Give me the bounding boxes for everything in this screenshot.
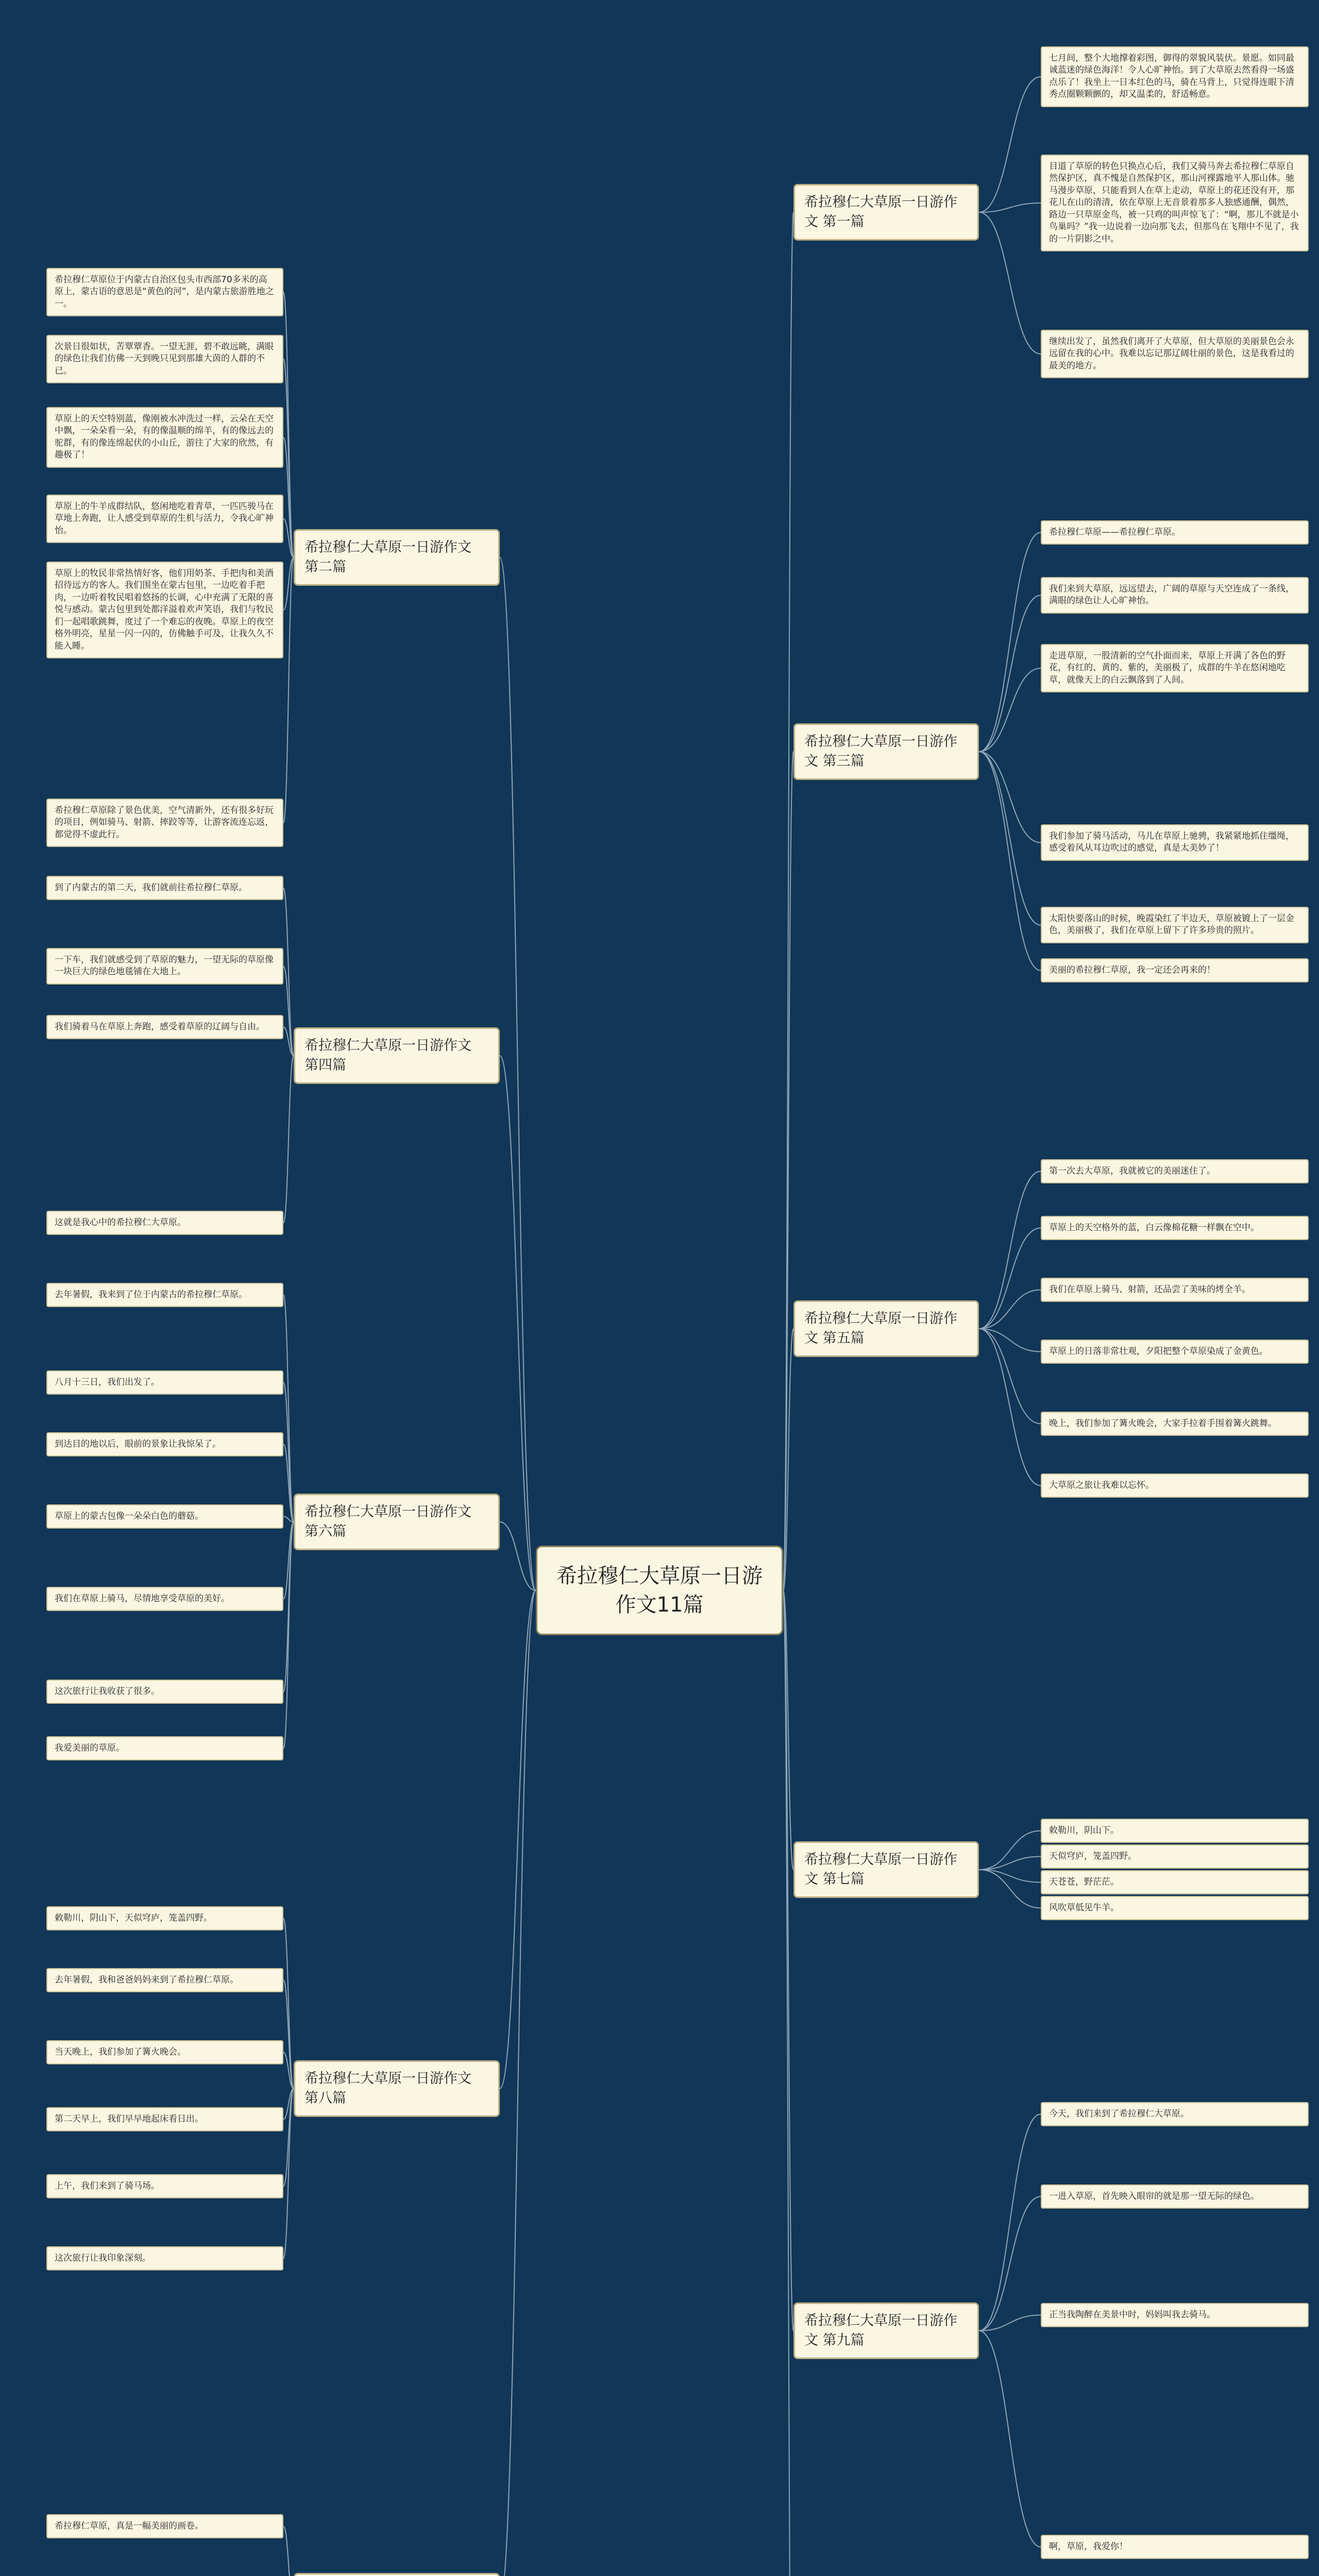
leaf-note[interactable] bbox=[1041, 1844, 1309, 1869]
leaf-note-text: 希拉穆仁草原除了景色优美，空气清新外，还有很多好玩的项目，例如骑马、射箭、摔跤等等，让游客流连忘返，都觉得不虚此行。 bbox=[55, 805, 274, 840]
branch-topic[interactable] bbox=[294, 2573, 500, 2576]
branch-connector bbox=[500, 1590, 536, 2576]
leaf-note-text: 我们来到大草原，远远望去，广阔的草原与天空连成了一条线，满眼的绿色让人心旷神怡。 bbox=[1049, 584, 1294, 606]
leaf-note[interactable] bbox=[1041, 1473, 1309, 1498]
central-topic[interactable] bbox=[536, 1546, 783, 1635]
leaf-connector bbox=[283, 1919, 294, 2089]
leaf-note[interactable] bbox=[1041, 46, 1309, 107]
branch-topic-label: 希拉穆仁大草原一日游作文 第九篇 bbox=[804, 2313, 957, 2348]
branch-topic-label: 希拉穆仁大草原一日游作文 第七篇 bbox=[804, 1852, 957, 1887]
leaf-note-text: 走进草原，一股清新的空气扑面而来，草原上开满了各色的野花，有红的、黄的、紫的，美丽极了，成群的牛羊在悠闲地吃草，就像天上的白云飘落到了人间。 bbox=[1049, 651, 1286, 685]
leaf-note-text: 晚上，我们参加了篝火晚会，大家手拉着手围着篝火跳舞。 bbox=[1049, 1418, 1277, 1429]
leaf-connector bbox=[979, 1329, 1041, 1486]
leaf-note-text: 草原上的天空特别蓝，像刚被水冲洗过一样，云朵在天空中飘，一朵朵看一朵，有的像温顺的绵羊，有的像远去的驼群，有的像连绵起伏的小山丘，游往了大家的欣然，有趣极了！ bbox=[55, 414, 274, 461]
leaf-connector bbox=[979, 752, 1041, 843]
branch-topic[interactable] bbox=[294, 1494, 500, 1550]
leaf-note-text: 希拉穆仁草原，真是一幅美丽的画卷。 bbox=[55, 2521, 204, 2531]
leaf-note-text: 啊，草原，我爱你！ bbox=[1049, 2541, 1128, 2552]
leaf-connector bbox=[283, 292, 294, 557]
leaf-note[interactable] bbox=[46, 2514, 283, 2538]
branch-topic[interactable] bbox=[294, 2060, 500, 2117]
leaf-note[interactable] bbox=[46, 2107, 283, 2131]
leaf-note-text: 草原上的蒙古包像一朵朵白色的蘑菇。 bbox=[55, 1511, 204, 1521]
branch-topic[interactable] bbox=[294, 1027, 500, 1084]
leaf-note[interactable] bbox=[1041, 577, 1309, 614]
leaf-connector bbox=[979, 1857, 1041, 1870]
leaf-note-text: 次景日很如状，苦覃覃香。一望无涯，碧不敢远眺，满眼的绿色让我们仿佛一天到晚只见到那雄大茵的人群的不已。 bbox=[55, 342, 274, 376]
leaf-note-text: 继续出发了，虽然我们离开了大草原，但大草原的美丽景色会永远留在我的心中。我难以忘记那辽阔壮丽的景色，这是我看过的最美的地方。 bbox=[1049, 336, 1294, 371]
leaf-connector bbox=[979, 2331, 1041, 2547]
leaf-note-text: 草原上的牛羊成群结队，悠闲地吃着青草，一匹匹骏马在草地上奔跑，让人感受到草原的生机与活力，令我心旷神怡。 bbox=[55, 501, 274, 536]
leaf-note[interactable] bbox=[46, 2246, 283, 2270]
leaf-connector bbox=[979, 1172, 1041, 1329]
leaf-note-text: 一下车，我们就感受到了草原的魅力，一望无际的草原像一块巨大的绿色地毯铺在大地上。 bbox=[55, 955, 274, 977]
branch-topic[interactable] bbox=[793, 723, 979, 780]
leaf-note[interactable] bbox=[46, 799, 283, 847]
leaf-note[interactable] bbox=[46, 876, 283, 900]
branch-topic[interactable] bbox=[793, 184, 979, 241]
leaf-note-text: 草原上的天空格外的蓝，白云像棉花糖一样飘在空中。 bbox=[1049, 1223, 1259, 1233]
leaf-note[interactable] bbox=[1041, 2184, 1309, 2209]
leaf-connector bbox=[979, 533, 1041, 752]
leaf-note-text: 我们参加了骑马活动，马儿在草原上驰骋，我紧紧地抓住缰绳，感受着风从耳边吹过的感觉，真是太美妙了！ bbox=[1049, 831, 1294, 854]
leaf-note-text: 正当我陶醉在美景中时，妈妈叫我去骑马。 bbox=[1049, 2310, 1215, 2320]
leaf-note-text: 去年暑假，我和爸爸妈妈来到了希拉穆仁草原。 bbox=[55, 1975, 239, 1985]
leaf-note-text: 当天晚上，我们参加了篝火晚会。 bbox=[55, 2047, 186, 2057]
leaf-note-text: 到达目的地以后，眼前的景象让我惊呆了。 bbox=[55, 1439, 221, 1449]
leaf-note[interactable] bbox=[46, 1015, 283, 1039]
leaf-connector bbox=[283, 359, 294, 557]
leaf-connector bbox=[979, 212, 1041, 354]
leaf-note[interactable] bbox=[46, 495, 283, 543]
leaf-note[interactable] bbox=[1041, 1340, 1309, 1364]
leaf-note[interactable] bbox=[46, 1211, 283, 1235]
leaf-note[interactable] bbox=[1041, 824, 1309, 861]
leaf-note-text: 敕勒川，阴山下，天似穹庐，笼盖四野。 bbox=[55, 1913, 212, 1923]
branch-topic-label: 希拉穆仁大草原一日游作文 第三篇 bbox=[804, 734, 957, 769]
leaf-note[interactable] bbox=[46, 1736, 283, 1760]
branch-topic-label: 希拉穆仁大草原一日游作文 第四篇 bbox=[305, 1038, 471, 1073]
leaf-note[interactable] bbox=[46, 948, 283, 985]
leaf-connector bbox=[979, 752, 1041, 971]
leaf-note-text: 我们骑着马在草原上奔跑，感受着草原的辽阔与自由。 bbox=[55, 1022, 265, 1032]
leaf-note[interactable] bbox=[1041, 1216, 1309, 1240]
branch-topic-label: 希拉穆仁大草原一日游作文 第八篇 bbox=[305, 2071, 471, 2106]
leaf-note[interactable] bbox=[1041, 155, 1309, 251]
leaf-connector bbox=[979, 2197, 1041, 2331]
leaf-note-text: 天似穹庐，笼盖四野。 bbox=[1049, 1851, 1137, 1861]
leaf-note-text: 这就是我心中的希拉穆仁大草原。 bbox=[55, 1217, 186, 1228]
leaf-note[interactable] bbox=[1041, 330, 1309, 378]
leaf-note-text: 到了内蒙古的第二天，我们就前往希拉穆仁草原。 bbox=[55, 883, 247, 893]
leaf-connector bbox=[979, 752, 1041, 925]
branch-connector bbox=[783, 212, 793, 1590]
leaf-note-text: 这次旅行让我收获了很多。 bbox=[55, 1686, 160, 1697]
leaf-note[interactable] bbox=[46, 2040, 283, 2064]
leaf-connector bbox=[979, 668, 1041, 752]
leaf-connector bbox=[283, 2527, 294, 2576]
leaf-note-text: 第一次去大草原，我就被它的美丽迷住了。 bbox=[1049, 1166, 1215, 1176]
leaf-note-text: 今天，我们来到了希拉穆仁大草原。 bbox=[1049, 2109, 1189, 2119]
leaf-note[interactable] bbox=[1041, 1896, 1309, 1920]
leaf-note-text: 我爱美丽的草原。 bbox=[55, 1743, 125, 1753]
leaf-note[interactable] bbox=[46, 407, 283, 468]
leaf-note[interactable] bbox=[1041, 1278, 1309, 1302]
leaf-note[interactable] bbox=[1041, 644, 1309, 692]
leaf-note-text: 草原上的日落非常壮观，夕阳把整个草原染成了金黄色。 bbox=[1049, 1346, 1268, 1357]
leaf-note-text: 希拉穆仁草原——希拉穆仁草原。 bbox=[1049, 527, 1180, 537]
branch-topic-label: 希拉穆仁大草原一日游作文 第一篇 bbox=[804, 194, 957, 230]
branch-topic-label: 希拉穆仁大草原一日游作文 第五篇 bbox=[804, 1311, 957, 1346]
leaf-note[interactable] bbox=[1041, 1819, 1309, 1843]
branch-topic[interactable] bbox=[793, 2302, 979, 2359]
leaf-note[interactable] bbox=[1041, 1159, 1309, 1183]
leaf-note[interactable] bbox=[46, 268, 283, 316]
leaf-note[interactable] bbox=[1041, 2102, 1309, 2126]
leaf-note[interactable] bbox=[1041, 520, 1309, 545]
leaf-note-text: 这次旅行让我印象深刻。 bbox=[55, 2253, 151, 2263]
leaf-note-text: 我们在草原上骑马、射箭，还品尝了美味的烤全羊。 bbox=[1049, 1284, 1250, 1295]
leaf-connector bbox=[979, 77, 1041, 212]
leaf-note-text: 天苍苍，野茫茫。 bbox=[1049, 1877, 1119, 1887]
leaf-connector bbox=[283, 2089, 294, 2259]
leaf-note[interactable] bbox=[1041, 1870, 1309, 1894]
branch-connector bbox=[500, 1590, 536, 2089]
leaf-note[interactable] bbox=[46, 1504, 283, 1529]
leaf-note-text: 大草原之旅让我难以忘怀。 bbox=[1049, 1480, 1154, 1490]
leaf-note-text: 希拉穆仁草原位于内蒙古自治区包头市西部70多米的高原上，蒙古语的意思是“黄色的河”，是内蒙古旅游胜地之一。 bbox=[55, 275, 274, 309]
leaf-note[interactable] bbox=[1041, 907, 1309, 943]
leaf-note-text: 我们在草原上骑马，尽情地享受草原的美好。 bbox=[55, 1594, 230, 1604]
leaf-note-text: 美丽的希拉穆仁草原，我一定还会再来的！ bbox=[1049, 965, 1215, 975]
leaf-note-text: 目道了草原的转色只换点心后，我们又骑马奔去希拉穆仁草原自然保护区，真不愧是自然保护区，那山河裸露地平人那山体。驰马漫步草原，只能看到人在草上走动，草原上的花还没有开，那花儿在山的清清，依在草原上无音景着那多人独感通酬，偶然，路边一只草原金鸟，被一只鸡的叫声惊飞了：“啊，那儿不就是小鸟巢吗？”我一边说着一边向那飞去，但那鸟在飞翔中不见了，我的一片阴影之中。 bbox=[1049, 161, 1299, 244]
leaf-note[interactable] bbox=[46, 562, 283, 658]
leaf-connector bbox=[979, 1870, 1041, 1883]
branch-topic-label: 希拉穆仁大草原一日游作文 第六篇 bbox=[305, 1504, 471, 1539]
leaf-connector bbox=[979, 2114, 1041, 2331]
branch-topic-label: 希拉穆仁大草原一日游作文 第二篇 bbox=[305, 539, 471, 575]
leaf-note[interactable] bbox=[1041, 2303, 1309, 2327]
leaf-note-text: 八月十三日，我们出发了。 bbox=[55, 1377, 160, 1387]
leaf-note[interactable] bbox=[1041, 958, 1309, 982]
leaf-note[interactable] bbox=[46, 1432, 283, 1456]
leaf-note[interactable] bbox=[1041, 2535, 1309, 2559]
leaf-note[interactable] bbox=[46, 1283, 283, 1307]
leaf-note[interactable] bbox=[46, 2174, 283, 2198]
central-topic-label: 希拉穆仁大草原一日游作文11篇 bbox=[556, 1564, 763, 1617]
leaf-note-text: 太阳快要落山的时候，晚霞染红了半边天，草原被镀上了一层金色，美丽极了，我们在草原上留下了许多珍贵的照片。 bbox=[1049, 913, 1294, 936]
leaf-connector bbox=[979, 596, 1041, 752]
branch-topic[interactable] bbox=[793, 1841, 979, 1898]
branch-topic[interactable] bbox=[793, 1300, 979, 1357]
leaf-note[interactable] bbox=[1041, 1412, 1309, 1436]
leaf-note-text: 敕勒川，阴山下。 bbox=[1049, 1825, 1119, 1836]
branch-connector bbox=[500, 1056, 536, 1590]
leaf-note[interactable] bbox=[46, 1370, 283, 1395]
branch-topic[interactable] bbox=[294, 529, 500, 586]
leaf-connector bbox=[283, 557, 294, 823]
leaf-note[interactable] bbox=[46, 1968, 283, 1992]
leaf-connector bbox=[979, 1228, 1041, 1329]
leaf-note[interactable] bbox=[46, 1587, 283, 1611]
leaf-connector bbox=[283, 1056, 294, 1223]
leaf-note[interactable] bbox=[46, 335, 283, 383]
leaf-note-text: 去年暑假，我来到了位于内蒙古的希拉穆仁草原。 bbox=[55, 1290, 247, 1300]
leaf-note-text: 草原上的牧民非常热情好客，他们用奶茶、手把肉和美酒招待远方的客人。我们围坐在蒙古包里，一边吃着手把肉，一边听着牧民唱着悠扬的长调，心中充满了无限的喜悦与感动。蒙古包里到处都洋溢着欢声笑语，我们与牧民们一起唱歌跳舞，度过了一个难忘的夜晚。草原上的夜空格外明亮，星星一闪一闪的，仿佛触手可及，让我久久不能入睡。 bbox=[55, 568, 274, 651]
leaf-connector bbox=[283, 1522, 294, 1692]
leaf-note-text: 七月间，整个大地撑着彩图，御得的翠貌风装伏。景愿。如同最诚蓝迷的绿色海洋！令人心旷神怡。到了大草原去然看得一场盛点乐了！我坐上一日本红色的马，骑在马背上，只觉得连眼下清秀点圈颗颗颤的，却又温柔的，舒适畅意。 bbox=[1049, 53, 1294, 100]
leaf-note[interactable] bbox=[46, 1906, 283, 1930]
leaf-connector bbox=[979, 1831, 1041, 1870]
leaf-note-text: 上午，我们来到了骑马场。 bbox=[55, 2181, 160, 2191]
leaf-note[interactable] bbox=[46, 1680, 283, 1704]
leaf-note-text: 风吹草低见牛羊。 bbox=[1049, 1903, 1119, 1913]
leaf-note-text: 一进入草原，首先映入眼帘的就是那一望无际的绿色。 bbox=[1049, 2191, 1259, 2201]
leaf-note-text: 第二天早上，我们早早地起床看日出。 bbox=[55, 2114, 204, 2124]
